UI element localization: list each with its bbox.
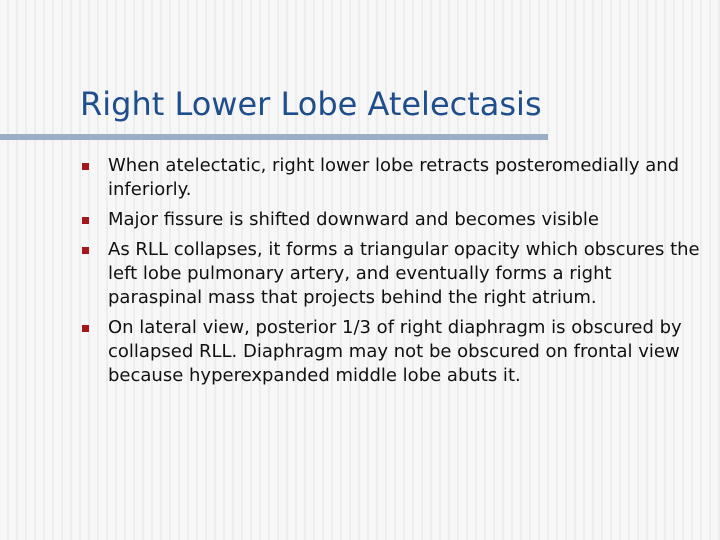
bullet-list <box>80 154 700 394</box>
square-bullet-icon <box>82 325 89 332</box>
square-bullet-icon <box>82 217 89 224</box>
square-bullet-icon <box>82 163 89 170</box>
bullet-text: As RLL collapses, it forms a triangular opacity which obscures the left lobe pulmonary artery, and eventually forms a right paraspinal mass that projects behind the right atrium. <box>108 239 700 308</box>
bullet-text: When atelectatic, right lower lobe retracts posteromedially and inferiorly. <box>108 155 680 200</box>
bullet-item <box>80 154 700 202</box>
square-bullet-icon <box>82 247 89 254</box>
bullet-item <box>80 316 700 388</box>
bullet-text: Major fissure is shifted downward and becomes visible <box>108 209 599 230</box>
bullet-text: On lateral view, posterior 1/3 of right diaphragm is obscured by collapsed RLL. Diaphragm may not be obscured on frontal view because hyperexpanded middle lobe abuts it. <box>108 317 682 386</box>
bullet-item <box>80 238 700 310</box>
bullet-item <box>80 208 700 232</box>
title-divider <box>0 134 548 140</box>
slide-title: Right Lower Lobe Atelectasis <box>80 85 542 123</box>
